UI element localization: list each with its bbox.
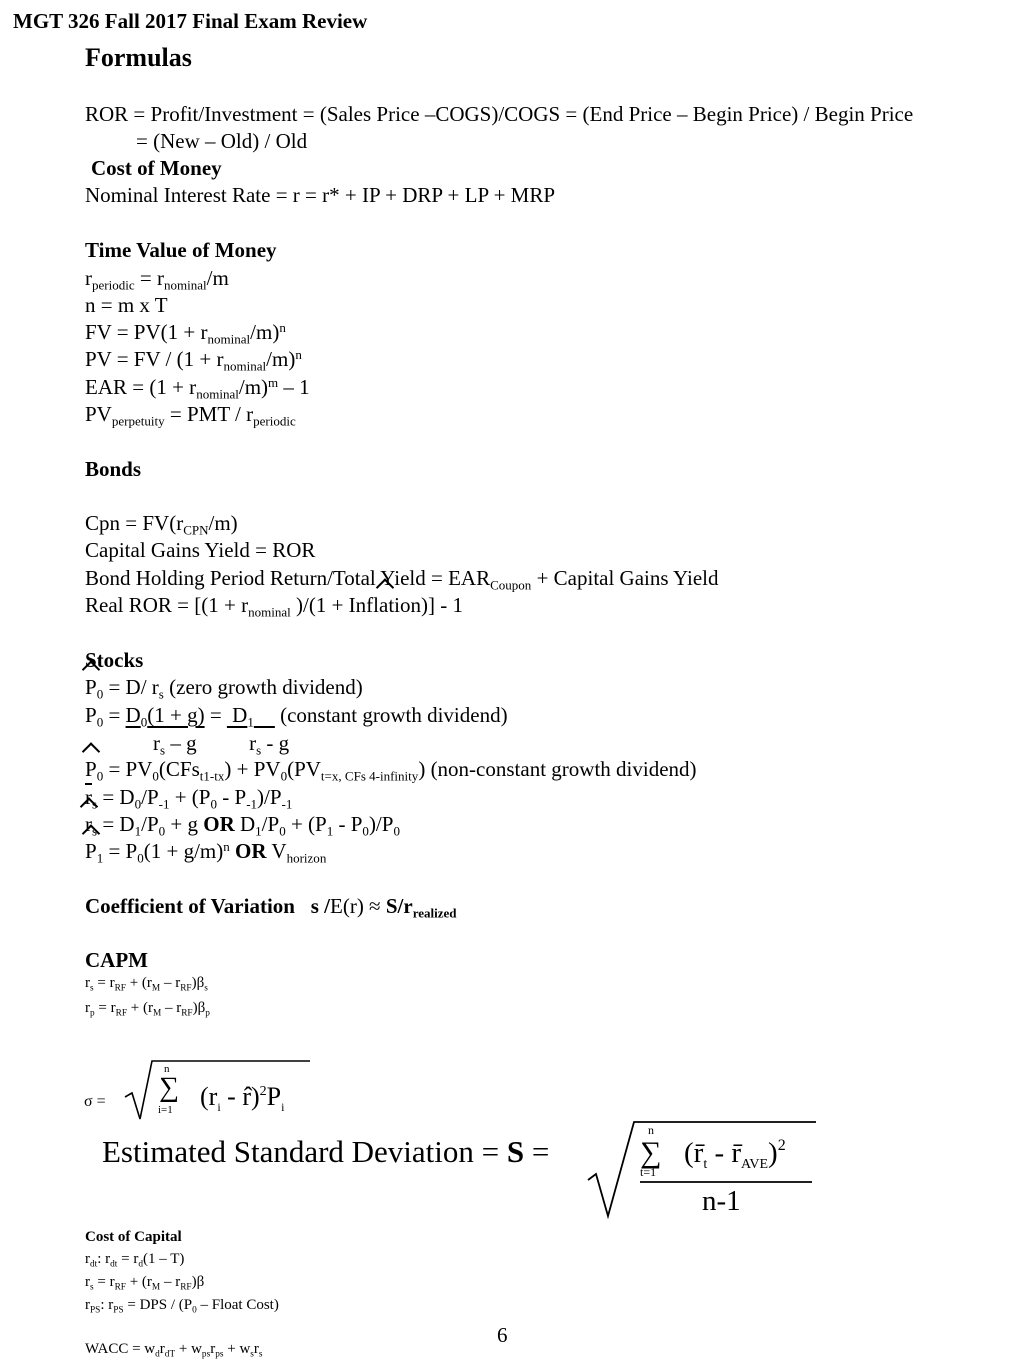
periodic-rate-formula: $r_{periodic} = r_{nominal}/m$ [85, 266, 229, 293]
estimated-summation-symbol: ∑ [640, 1136, 662, 1169]
nonconstant-growth-formula: $P_0 = PV_0(CFs_{t1-tx}) + PV_0(PV_{t=x, CFs 4-infinity})$ (non-constant growth dividend) [85, 757, 697, 784]
cost-of-money-heading: Cost of Money [91, 156, 222, 180]
estimated-denominator: n-1 [702, 1185, 741, 1217]
ror-formula-line2: = (New – Old) / Old [136, 129, 308, 153]
future-price-formula: $P_1 = P_0(1 + g/m)^n$ OR $V_{horizon}$ [85, 838, 327, 866]
cost-of-equity-formula: $r_s = r_{RF} + (r_M - r_{RF})\beta$ [85, 1274, 205, 1293]
tvm-heading: Time Value of Money [85, 238, 277, 262]
sigma-summation-symbol: ∑ [159, 1072, 179, 1103]
n-formula: n = m x T [85, 293, 168, 317]
coefficient-of-variation: Coefficient of Variation s $/E(r) \approx S/r_{realized}$ [85, 894, 457, 921]
capital-gains-yield-formula: Capital Gains Yield = ROR [85, 538, 316, 562]
ear-formula: EAR = $(1 + r_{nominal}/m)^m - 1$ [85, 374, 310, 402]
nominal-interest-rate-formula: Nominal Interest Rate = r = r* + IP + DRP + LP + MRP [85, 183, 556, 207]
estimated-std-dev-label: Estimated Standard Deviation = S = [102, 1134, 550, 1169]
fv-formula: FV = $PV(1 + r_{nominal}/m)^n$ [85, 319, 286, 347]
wacc-formula: WACC = $w_dr_{dT} + w_{ps}r_{ps} + w_sr_s$ [85, 1341, 263, 1360]
holding-period-return-formula: Bond Holding Period Return/Total Yield = $EAR_{Coupon}$ + Capital Gains Yield [85, 566, 719, 593]
estimated-numerator: ($r̄_t$ - $r̄_{AVE})^2$ [684, 1137, 786, 1172]
estimated-std-dev-formula [98, 1118, 838, 1223]
sigma-formula [80, 1055, 340, 1125]
after-tax-cost-of-debt-formula: $r_{dt}$: $r_{dt} = r_d(1 - T)$ [85, 1251, 185, 1270]
formulas-heading: Formulas [85, 43, 192, 72]
sigma-lower-limit: i=1 [158, 1104, 173, 1116]
capm-portfolio-formula: $r_p = r_{RF} + (r_M - r_{RF})\beta_p$ [85, 1000, 210, 1019]
required-return-formula-2: $r_s = D_1/P_0 + g$ OR $D_1/P_0 + (P_1 - P_0)/P_0$ [85, 812, 400, 839]
cost-of-preferred-formula: $r_{PS}$: $r_{PS}$ = DPS / ($P_0$ – Float Cost) [85, 1297, 279, 1316]
required-return-formula-1: $\overline{r}_s = D_0/P_{-1} + (P_0 - P_{-1})/P_{-1}$ [85, 785, 293, 812]
estimated-lower-limit: t=1 [640, 1165, 657, 1179]
estimated-upper-limit: n [648, 1123, 654, 1137]
document-title: MGT 326 Fall 2017 Final Exam Review [13, 9, 368, 33]
pv-perpetuity-formula: $PV_{perpetuity}$ = PMT / $r_{periodic}$ [85, 402, 296, 429]
page-number: 6 [497, 1323, 508, 1347]
ror-formula-line1: ROR = Profit/Investment = (Sales Price –COGS)/COGS = (End Price – Begin Price) / Begin Price [85, 102, 914, 126]
real-ror-formula: Real ROR = [($1 + r_{nominal}$ )/(1 + Inflation)] - 1 [85, 593, 463, 620]
capm-stock-formula: $r_s = r_{RF} + (r_M - r_{RF})\beta_s$ [85, 975, 208, 994]
constant-growth-formula: $P_0 = D_0(1 + g) = D_1$ (constant growth dividend) [85, 703, 508, 730]
zero-growth-formula: $P_0 = D/$ $r_s$ (zero growth dividend) [85, 675, 363, 702]
sigma-upper-limit: n [164, 1063, 170, 1075]
sigma-label: σ = [84, 1093, 106, 1110]
sigma-expression: ($r_i$ - $r̂)^2P_i$ [200, 1082, 285, 1114]
cost-of-capital-heading: Cost of Capital [85, 1229, 182, 1245]
bonds-heading: Bonds [85, 457, 142, 481]
pv-formula: PV = FV / $(1 + r_{nominal}/m)^n$ [85, 346, 302, 374]
capm-heading: CAPM [85, 948, 148, 972]
stocks-heading: Stocks [85, 648, 144, 672]
coupon-formula: Cpn = $FV(r_{CPN}/m)$ [85, 511, 238, 538]
constant-growth-denominators: $r_s$ – g $r_s$ - g [153, 731, 290, 758]
